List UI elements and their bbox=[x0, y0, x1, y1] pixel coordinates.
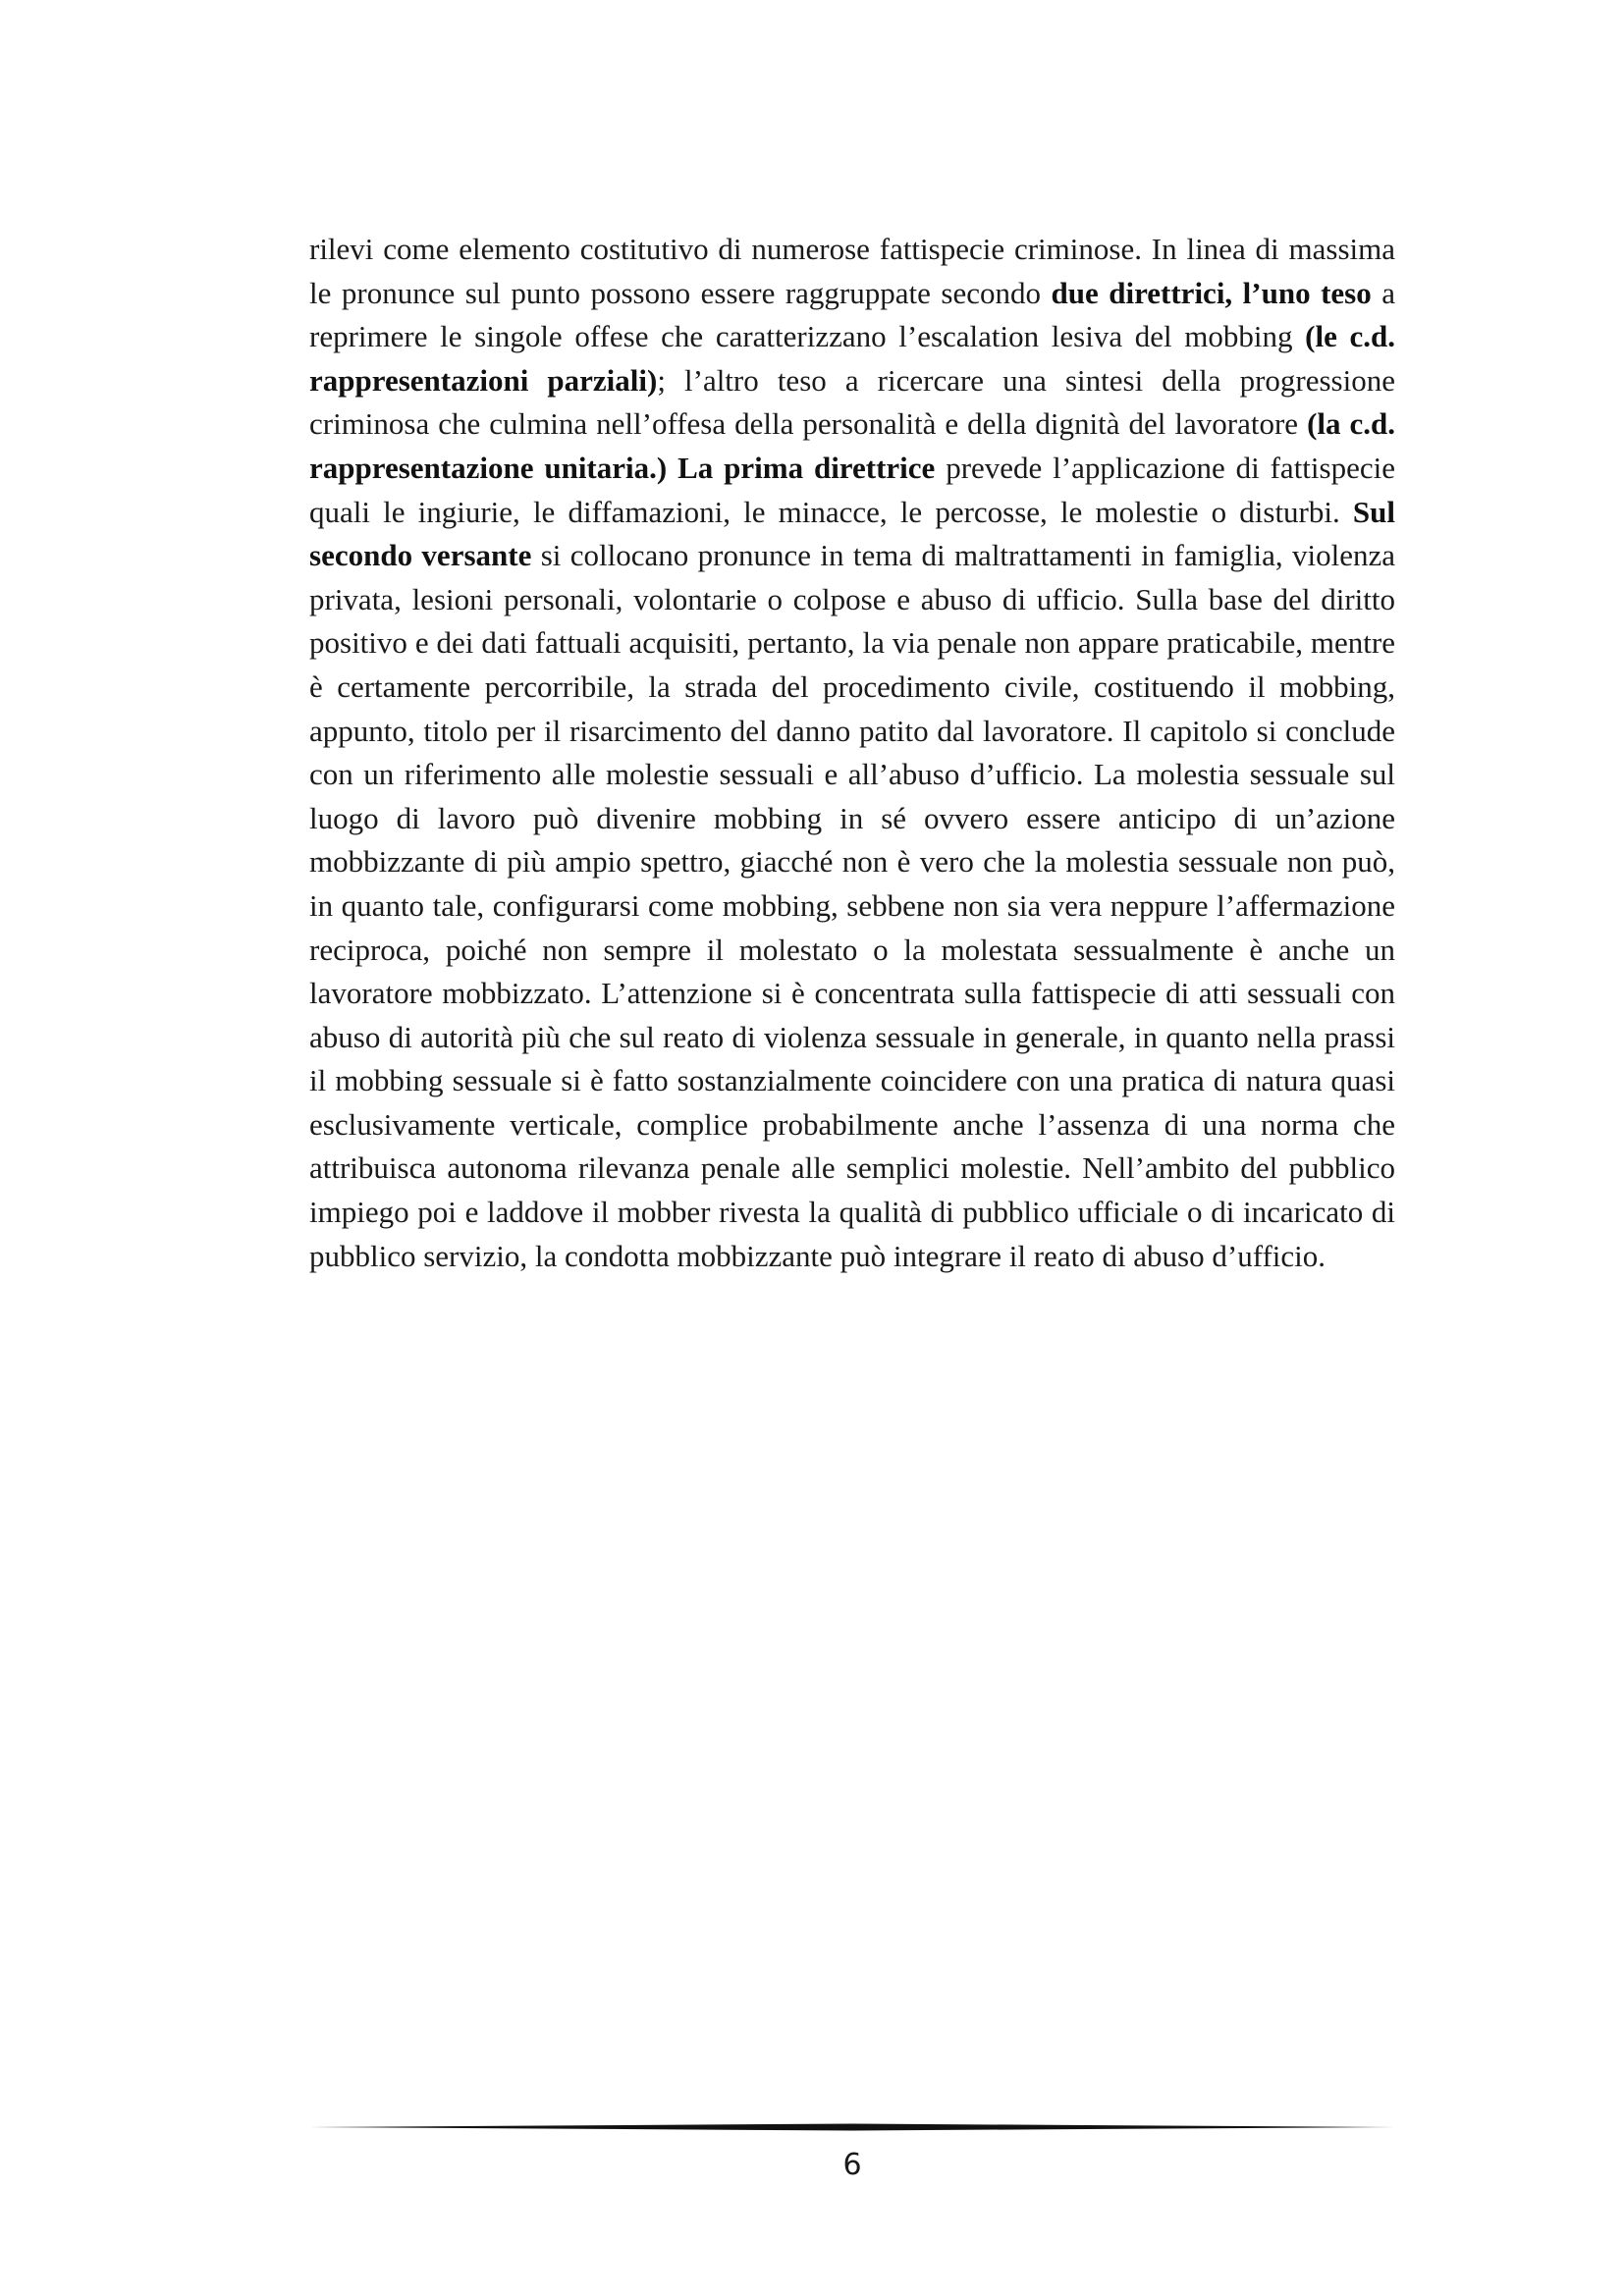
text-run: rilevi come elemento costitutivo di numerose fattispecie criminose. In linea di massima le pronunce sul punto possono essere raggruppate secondo bbox=[309, 232, 1395, 310]
bold-run-secondo-versante: Sul secondo versante bbox=[309, 494, 1395, 573]
footer-rule bbox=[309, 2123, 1395, 2131]
bold-run-due-direttrici: due direttrici, l’uno teso bbox=[1051, 275, 1372, 310]
footer-rule-shape bbox=[309, 2123, 1395, 2131]
page-number: 6 bbox=[842, 2148, 862, 2182]
body-paragraph bbox=[309, 228, 1395, 1278]
bold-run-rappresentazioni-parziali: (le c.d. rappresentazioni parziali) bbox=[309, 319, 1395, 398]
text-run: a reprimere le singole offese che caratterizzano l’escalation lesiva del mobbing bbox=[309, 275, 1396, 354]
text-run: si collocano pronunce in tema di maltrattamenti in famiglia, violenza privata, lesioni personali, volontarie o colpose e abuso di ufficio. Sulla base del diritto positivo e dei dati fattuali acquisiti, pertanto, la via penale non appare praticabile, mentre è certamente percorribile, la strada del procedimento civile, costituendo il mobbing, appunto, titolo per il risarcimento del danno patito dal lavoratore. Il capitolo si conclude con un riferimento alle molestie sessuali e all’abuso d’ufficio. La molestia sessuale sul luogo di lavoro può divenire mobbing in sé ovvero essere anticipo di un’azione mobbizzante di più ampio spettro, giacché non è vero che la molestia sessuale non può, in quanto tale, configurarsi come mobbing, sebbene non sia vera neppure l’affermazione reciproca, poiché non sempre il molestato o la molestata sessualmente è anche un lavoratore mobbizzato. L’attenzione si è concentrata sulla fattispecie di atti sessuali con abuso di autorità più che sul reato di violenza sessuale in generale, in quanto nella prassi il mobbing sessuale si è fatto sostanzialmente coincidere con una pratica di natura quasi esclusivamente verticale, complice probabilmente anche l’assenza di una norma che attribuisca autonoma rilevanza penale alle semplici molestie. Nell’ambito del pubblico impiego poi e laddove il mobber rivesta la qualità di pubblico ufficiale o di incaricato di pubblico servizio, la condotta mobbizzante può integrare il reato di abuso d’ufficio. bbox=[309, 538, 1395, 1273]
text-run: prevede l’applicazione di fattispecie quali le ingiurie, le diffamazioni, le minacce, le percosse, le molestie o disturbi. bbox=[309, 450, 1395, 529]
bold-run-rappresentazione-unitaria: (la c.d. rappresentazione unitaria.) La prima direttrice bbox=[309, 406, 1396, 485]
text-run: ; l’altro teso a ricercare una sintesi della progressione criminosa che culmina nell’offesa della personalità e della dignità del lavoratore bbox=[309, 362, 1395, 442]
